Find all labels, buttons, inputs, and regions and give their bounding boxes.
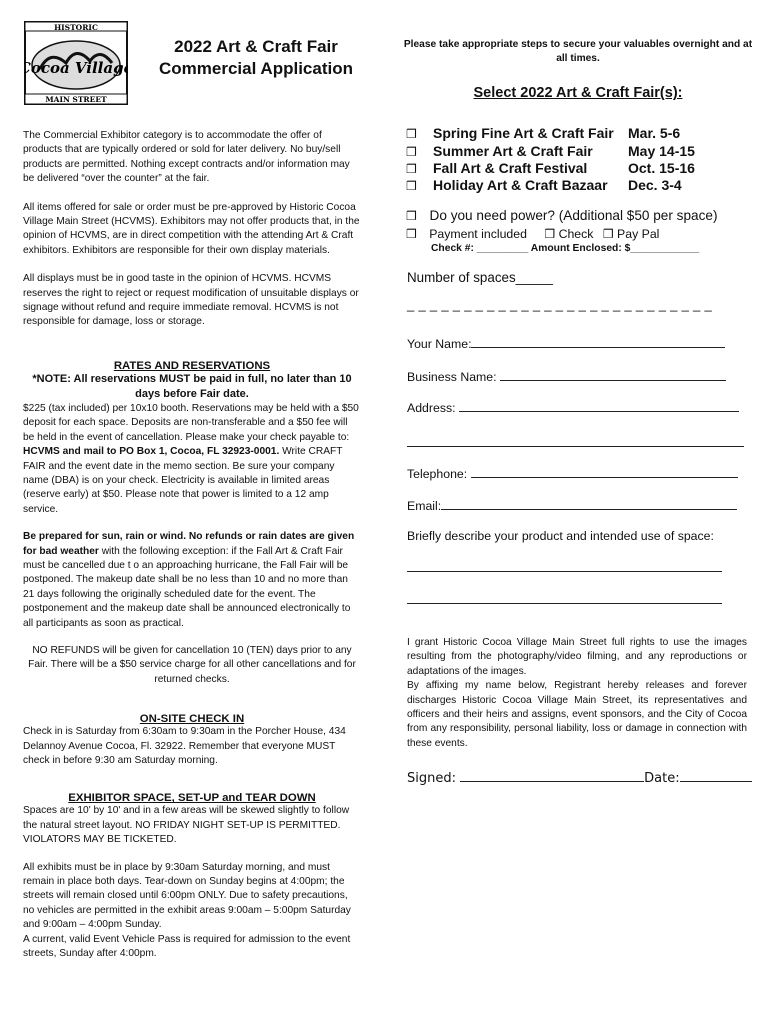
rates-note: *NOTE: All reservations MUST be paid in full, no later than 10 days before Fair date. bbox=[32, 372, 352, 400]
rates-heading: RATES AND RESERVATIONS bbox=[113, 359, 271, 372]
checkbox-icon[interactable]: ❒ bbox=[406, 145, 417, 159]
your-name-label: Your Name: bbox=[407, 337, 472, 351]
mail-address: HCVMS and mail to PO Box 1, Cocoa, FL 32923-0001. bbox=[23, 446, 280, 458]
describe-label: Briefly describe your product and intended use of space: bbox=[407, 529, 714, 543]
fair-date: May 14-15 bbox=[628, 143, 695, 159]
date-line[interactable] bbox=[680, 781, 752, 782]
check-label: Check bbox=[558, 227, 594, 241]
approval-paragraph: All items offered for sale or order must be pre-approved by Historic Cocoa Village Main Street (HCVMS). Exhibitors may not offer products that, in the opinion of HCVMS, are in direct competition with the attending Art & Craft exhibitors. Exhibitors are responsible for their own display materials. bbox=[23, 201, 360, 256]
business-name-field[interactable] bbox=[407, 370, 726, 384]
address-label: Address: bbox=[407, 401, 459, 415]
describe-line-1[interactable] bbox=[407, 571, 722, 572]
page-title bbox=[140, 36, 372, 80]
space-heading: EXHIBITOR SPACE, SET-UP and TEAR DOWN bbox=[68, 792, 316, 805]
intro-paragraph: The Commercial Exhibitor category is to accommodate the offer of products that are typically ordered or sold for later delivery. No buy/sell products are permitted. Nothing except contracts and/or information may be delivered “over the counter” at the fair. bbox=[23, 130, 350, 185]
rates-paragraph bbox=[23, 402, 361, 517]
telephone-field[interactable] bbox=[407, 467, 738, 481]
email-label: Email: bbox=[407, 499, 442, 513]
signed-label: Signed: bbox=[407, 771, 461, 786]
fair-name: Spring Fine Art & Craft Fair bbox=[433, 125, 614, 141]
secure-valuables-note: Please take appropriate steps to secure your valuables overnight and at all times. bbox=[403, 39, 753, 64]
check-checkbox-icon[interactable]: ❒ bbox=[544, 227, 556, 241]
check-number-field[interactable]: Check #: _________ Amount Enclosed: $____________ bbox=[431, 243, 700, 254]
your-name-line[interactable] bbox=[471, 347, 725, 348]
business-name-label: Business Name: bbox=[407, 370, 500, 384]
business-name-line[interactable] bbox=[500, 380, 726, 381]
fair-name: Holiday Art & Craft Bazaar bbox=[433, 177, 608, 193]
email-field[interactable] bbox=[407, 499, 737, 513]
address-field[interactable] bbox=[407, 401, 739, 415]
fair-name: Fall Art & Craft Festival bbox=[433, 160, 588, 176]
power-label: Do you need power? (Additional $50 per space) bbox=[429, 208, 718, 223]
fair-date: Oct. 15-16 bbox=[628, 160, 695, 176]
paypal-checkbox-icon[interactable]: ❒ bbox=[602, 227, 614, 241]
address-line-2[interactable] bbox=[407, 446, 744, 447]
number-of-spaces-field[interactable]: Number of spaces_____ bbox=[407, 270, 553, 285]
fair-date: Mar. 5-6 bbox=[628, 125, 681, 141]
fair-name: Summer Art & Craft Fair bbox=[433, 143, 593, 159]
vehicle-pass-paragraph: A current, valid Event Vehicle Pass is required for admission to the event streets, Sunday after 4:00pm. bbox=[23, 933, 351, 960]
checkbox-icon[interactable]: ❒ bbox=[406, 209, 417, 223]
dashed-divider: _ _ _ _ _ _ _ _ _ _ _ _ _ _ _ _ _ _ _ _ _ _ _ _ _ _ _ bbox=[407, 297, 713, 312]
checkbox-icon[interactable]: ❒ bbox=[406, 162, 417, 176]
title-line-1: 2022 Art & Craft Fair bbox=[174, 37, 338, 56]
checkbox-icon[interactable]: ❒ bbox=[406, 179, 417, 193]
fair-option-summer[interactable] bbox=[406, 143, 695, 160]
weather-bold: Be prepared for sun, rain or wind. No refunds or rain dates are given for bad weather bbox=[23, 531, 355, 557]
fair-option-spring[interactable] bbox=[406, 125, 681, 142]
email-line[interactable] bbox=[441, 509, 737, 510]
rates-text: $225 (tax included) per 10x10 booth. Reservations may be held with a $50 deposit for each space. Deposits are non-transferable and a $50 fee will be held in the event of cancellation. Please make your check payable to: bbox=[23, 402, 359, 443]
setup-paragraph: All exhibits must be in place by 9:30am Saturday morning, and must remain in place both days. Tear-down on Sunday begins at 4:00pm; the streets will remain closed until 6:00pm ONLY. Due to safety precautions, no vehicles are permitted in the exhibit areas 9:00am – 5:00pm Saturday and 9:00am – 4:00pm Sunday. bbox=[23, 861, 351, 931]
historic-cocoa-village-logo bbox=[24, 21, 128, 105]
svg-text:HISTORIC: HISTORIC bbox=[54, 23, 98, 32]
telephone-label: Telephone: bbox=[407, 467, 471, 481]
display-paragraph: All displays must be in good taste in the opinion of HCVMS. HCVMS reserves the right to reject or request modification of unsuitable displays or signage without refund and require immediate removal. HCVMS is not responsible for damage, loss or storage. bbox=[23, 273, 359, 328]
fair-option-fall[interactable] bbox=[406, 160, 695, 177]
fair-date: Dec. 3-4 bbox=[628, 177, 682, 193]
telephone-line[interactable] bbox=[471, 477, 738, 478]
address-line[interactable] bbox=[459, 411, 739, 412]
signature-line[interactable] bbox=[460, 781, 644, 782]
date-label: Date: bbox=[644, 771, 680, 786]
your-name-field[interactable] bbox=[407, 337, 725, 351]
payment-included-label: Payment included bbox=[429, 227, 527, 241]
signature-row bbox=[407, 771, 752, 786]
power-option[interactable] bbox=[406, 208, 717, 223]
title-line-2: Commercial Application bbox=[159, 59, 353, 78]
left-column bbox=[23, 129, 361, 961]
select-fairs-heading: Select 2022 Art & Craft Fair(s): bbox=[473, 85, 683, 101]
payment-row bbox=[406, 227, 659, 241]
svg-text:MAIN STREET: MAIN STREET bbox=[45, 95, 107, 104]
release-section bbox=[407, 636, 747, 751]
space-paragraph: Spaces are 10' by 10' and in a few areas will be skewed slightly to follow the natural street layout. NO FRIDAY NIGHT SET-UP IS PERMITTED. VIOLATORS MAY BE TICKETED. bbox=[23, 805, 350, 846]
weather-paragraph bbox=[23, 530, 361, 631]
paypal-label: Pay Pal bbox=[617, 227, 660, 241]
liability-release-paragraph: By affixing my name below, Registrant hereby releases and forever discharges Historic Cocoa Village Main Street, its representatives and officers and their heirs and assigns, event sponsors, and the City of Cocoa from any responsibility, personal liability, loss or damage in connection with these events. bbox=[407, 680, 747, 749]
checkbox-icon[interactable]: ❒ bbox=[406, 127, 417, 141]
fair-option-holiday[interactable] bbox=[406, 177, 682, 194]
describe-line-2[interactable] bbox=[407, 603, 722, 604]
checkbox-icon[interactable]: ❒ bbox=[406, 227, 417, 241]
checkin-paragraph: Check in is Saturday from 6:30am to 9:30am in the Porcher House, 434 Delannoy Avenue Cocoa, Fl. 32922. Remember that everyone MUST check in before 9:30 am Saturday morning. bbox=[23, 726, 346, 766]
svg-text:Cocoa Village: Cocoa Village bbox=[24, 59, 128, 77]
refunds-paragraph: NO REFUNDS will be given for cancellation 10 (TEN) days prior to any Fair. There will be a $50 service charge for all other cancellations and for returned checks. bbox=[28, 644, 356, 685]
rates-text-continued: Write CRAFT FAIR and the event date in the memo section. Be sure your company name (DBA) is on your check. Electricity is available in limited areas (reserve early) at $50. Please note that power is limited to a 12 amp service. bbox=[23, 446, 343, 515]
checkin-heading: ON-SITE CHECK IN bbox=[139, 713, 245, 726]
photo-release-paragraph: I grant Historic Cocoa Village Main Street full rights to use the images resulting from the photography/video filming, and any reproductions or adaptations of the images. bbox=[407, 637, 747, 677]
weather-text: with the following exception: if the Fall Art & Craft Fair must be cancelled due t o an approaching hurricane, the Fall Fair will be postponed. The makeup date shall be no less than 10 and no more than 21 days following the originally scheduled date for the event. The postponement and the makeup date shall be announced electronically to all participants as soon as practical. bbox=[23, 545, 351, 629]
